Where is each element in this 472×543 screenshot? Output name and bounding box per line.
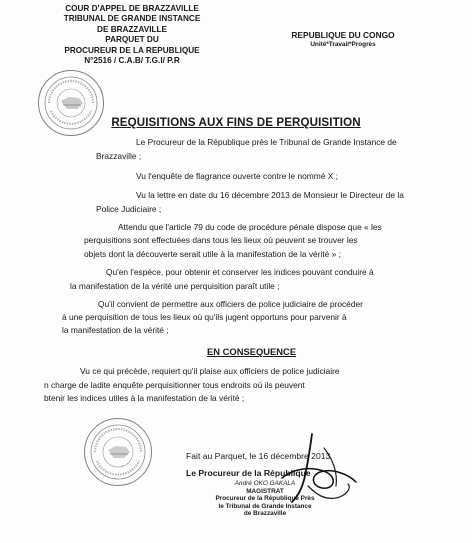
signatory-rank: MAGISTRAT [246,487,284,495]
paragraph-espece-l2: la manifestation de la vérité une perquisition paraît utile ; [70,281,280,291]
paragraph-attendu-l1: Attendu que l'article 79 du code de procédure pénale dispose que « les [118,222,382,232]
header-line-procureur: PROCUREUR DE LA REPUBLIQUE [64,45,200,55]
signature-scribble-icon [252,428,372,518]
paragraph-convient-l3: la manifestation de la vérité ; [62,325,169,335]
national-motto: Unité*Travail*Progrès [310,41,376,48]
state-header [268,30,418,49]
issuing-authority-header [62,4,202,66]
paragraph-lettre-l2: Police Judiciaire ; [96,204,162,214]
paragraph-requisition-l2: n charge de ladite enquête perquisitionner tous endroits où ils peuvent [44,380,305,390]
country-name: REPUBLIQUE DU CONGO [291,30,395,40]
paragraph-procureur-l2: Brazzaville ; [96,151,142,161]
signatory-title-line3: de Brazzaville [243,510,287,518]
header-line-city: DE BRAZZAVILLE [97,24,167,34]
signature-date-line: Fait au Parquet, le 16 décembre 2013 [186,451,331,461]
seal-emblem-icon [85,419,151,485]
paragraph-convient-l1: Qu'il convient de permettre aux officiers de police judiciaire de procéder [98,299,363,309]
document-title: REQUISITIONS AUX FINS DE PERQUISITION [111,116,361,129]
paragraph-requisition-l3: btenir les indices utiles à la manifestation de la vérité ; [44,393,245,403]
paragraph-attendu-l2: perquisitions sont effectuées dans tous les lieux où peuvent se trouver les [84,235,358,245]
signatory-role: Le Procureur de la République [186,468,311,478]
paragraph-lettre-l1: Vu la lettre en date du 16 décembre 2013 de Monsieur le Directeur de la [136,190,404,200]
header-line-tribunal: TRIBUNAL DE GRANDE INSTANCE [63,14,201,24]
paragraph-attendu-l3: objets dont la découverte serait utile à la manifestation de la vérité » ; [84,249,341,259]
handwritten-signature [252,428,372,518]
signatory-name: André OKO GAKALA [234,480,296,487]
header-line-court: COUR D'APPEL DE BRAZZAVILLE [65,4,199,13]
official-seal-bottom [84,418,152,486]
header-line-parquet: PARQUET DU [105,35,159,45]
paragraph-espece-l1: Qu'en l'espèce, pour obtenir et conserver les indices pouvant conduire à [106,267,374,277]
paragraph-convient-l2: à une perquisition de tous les lieux où qu'ils jugent opportuns pour parvenir à [62,312,347,322]
paragraph-procureur-l1: Le Procureur de la République près le Tribunal de Grande Instance de [136,137,397,147]
signatory-title-line2: le Tribunal de Grande Instance [218,502,312,510]
paragraph-enquete: Vu l'enquête de flagrance ouverte contre le nommé X ; [136,171,338,181]
paragraph-requisition-l1: Vu ce qui précède, requiert qu'il plaise aux officiers de police judiciaire [80,366,340,376]
signatory-title-line1: Procureur de la République Près [215,495,315,503]
section-heading: EN CONSEQUENCE [207,346,297,357]
header-line-reference: N°2516 / C.A.B/ T.G.I/ P.R [84,56,180,66]
